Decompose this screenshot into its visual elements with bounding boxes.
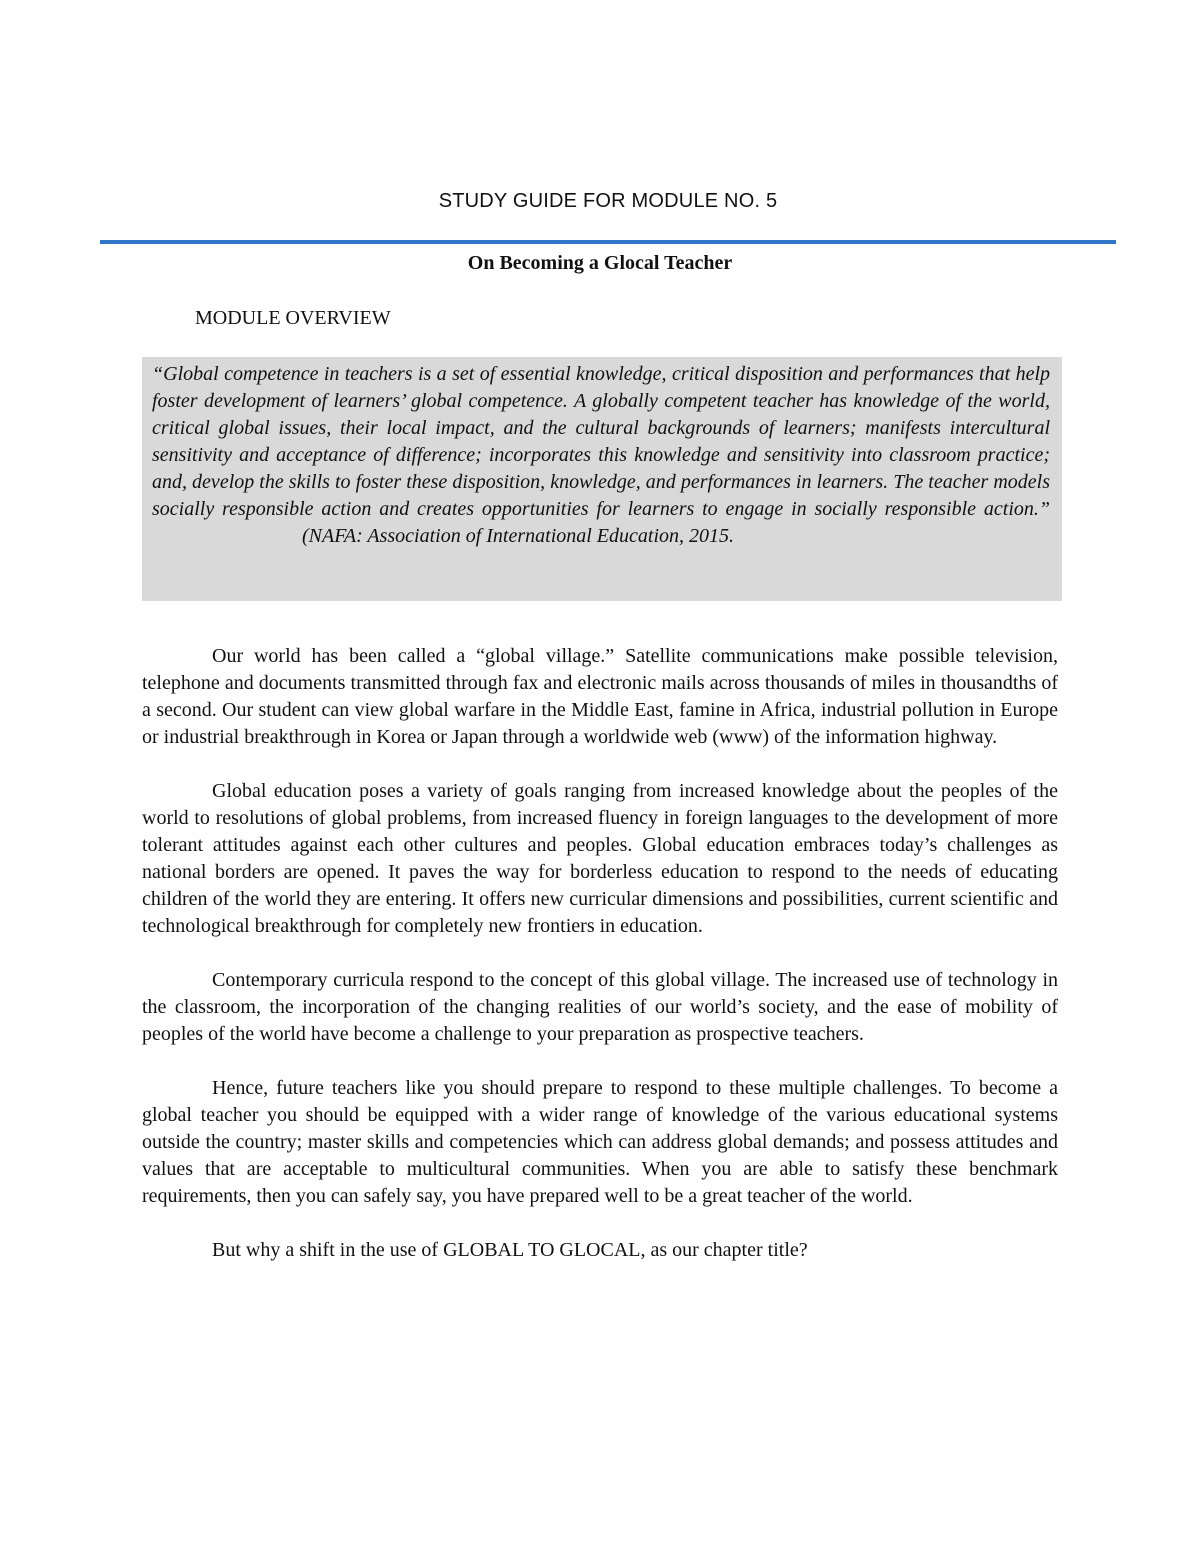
title-divider: [100, 240, 1116, 244]
quote-text: “Global competence in teachers is a set of essential knowledge, critical disposition and performances that help foster development of learners’ global competence. A globally competent teacher has knowledge of the world, critical global issues, their local impact, and the cultural backgrounds of learners; manifests intercultural sensitivity and acceptance of difference; incorporates this knowledge and sensitivity into classroom practice; and, develop the skills to foster these disposition, knowledge, and performances in learners. The teacher models socially responsible action and creates opportunities for learners to engage in socially responsible action.”: [152, 363, 1050, 520]
document-body: [142, 643, 1058, 1291]
paragraph-4: Hence, future teachers like you should prepare to respond to these multiple challenges. To become a global teacher you should be equipped with a wider range of knowledge of the various educational systems outside the country; master skills and competencies which can address global demands; and possess attitudes and values that are acceptable to multicultural communities. When you are able to satisfy these benchmark requirements, then you can safely say, you have prepared well to be a great teacher of the world.: [142, 1077, 1058, 1207]
section-heading: MODULE OVERVIEW: [195, 307, 391, 329]
paragraph-3: Contemporary curricula respond to the concept of this global village. The increased use of technology in the classroom, the incorporation of the changing realities of our world’s society, and the ease of mobility of peoples of the world have become a challenge to your preparation as prospective teachers.: [142, 969, 1058, 1045]
paragraph-5: But why a shift in the use of GLOBAL TO GLOCAL, as our chapter title?: [212, 1239, 808, 1261]
quote-block: [152, 361, 1050, 550]
paragraph-2: Global education poses a variety of goals ranging from increased knowledge about the peoples of the world to resolutions of global problems, from increased fluency in foreign languages to the development of more tolerant attitudes against each other cultures and peoples. Global education embraces today’s challenges as national borders are opened. It paves the way for borderless education to respond to the needs of educating children of the world they are entering. It offers new curricular dimensions and possibilities, current scientific and technological breakthrough for completely new frontiers in education.: [142, 780, 1058, 937]
quote-source: (NAFA: Association of International Education, 2015.: [302, 525, 735, 547]
paragraph-1: Our world has been called a “global village.” Satellite communications make possible television, telephone and documents transmitted through fax and electronic mails across thousands of miles in thousandths of a second. Our student can view global warfare in the Middle East, famine in Africa, industrial pollution in Europe or industrial breakthrough in Korea or Japan through a worldwide web (www) of the information highway.: [142, 645, 1058, 748]
document-title: STUDY GUIDE FOR MODULE NO. 5: [438, 190, 778, 212]
quote-box: [142, 357, 1062, 601]
document-subtitle: On Becoming a Glocal Teacher: [467, 252, 733, 274]
